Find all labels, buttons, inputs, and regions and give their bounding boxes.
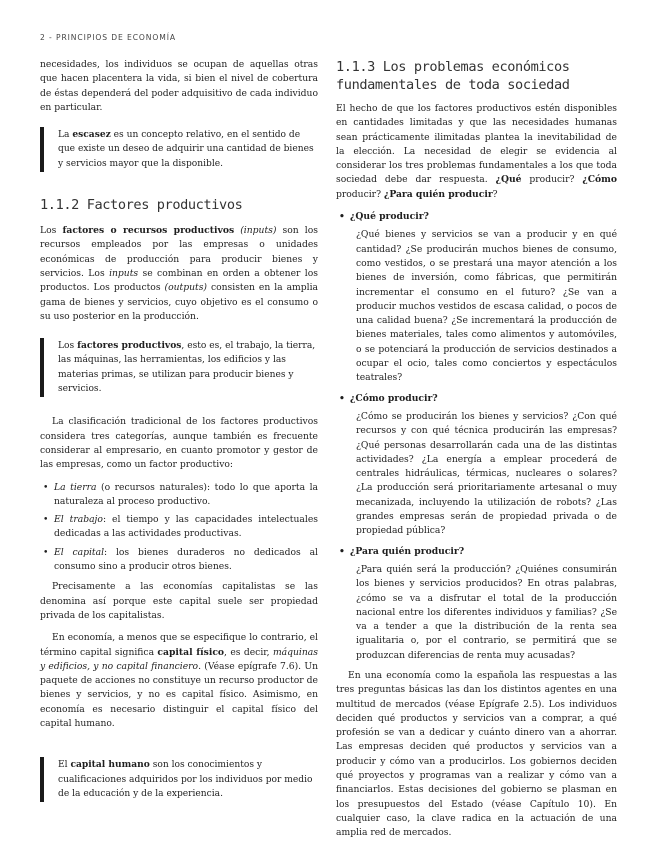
closing-paragraph: En una economía como la española las respuestas a las tres preguntas básicas las dan los distintos agentes en una multitud de mercados (véase Epígrafe 2.5). Los individuos deciden qué productos y servicios van a comprar, a qué profesión se van a dedicar y cuánto dinero van a ahorrar. Las empresas deciden qué productos y servicios van a producir y cómo van a producirlos. Los gobiernos deciden qué proyectos y programas van a realizar y cómo van a financiarlos. Estas decisiones del gobierno se plasman en los presupuestos del Estado (véase Capítulo 10). En cualquier caso, la clave radica en la actuación de una amplia red de mercados. (336, 669, 617, 839)
left-column (40, 58, 318, 820)
note-term: capital humano (70, 759, 150, 771)
question-heading-que: • ¿Qué producir? (336, 210, 617, 224)
note-escasez: La escasez es un concepto relativo, en el sentido de que existe un deseo de adquirir una cantidad de bienes y servicios mayor que la disponible. (40, 127, 318, 172)
note-term: factores productivos (77, 340, 182, 352)
running-head: 2 - PRINCIPIOS DE ECONOMÍA (40, 33, 176, 42)
factors-list (40, 481, 318, 575)
list-item: • El trabajo: el tiempo y las capacidades intelectuales dedicadas a las actividades productivas. (40, 513, 318, 542)
note-term: escasez (72, 129, 111, 141)
list-item: • El capital: los bienes duraderos no dedicados al consumo sino a producir otros bienes. (40, 546, 318, 575)
intro-paragraph: necesidades, los individuos se ocupan de aquellas otras que hacen placentera la vida, si bien el nivel de cobertura de éstas dependerá del poder adquisitivo de cada individuo en particular. (40, 59, 318, 113)
section-heading-1-1-3: 1.1.3 Los problemas económicos fundamentales de toda sociedad (336, 59, 570, 93)
capitalist-paragraph: Precisamente a las economías capitalistas se las denomina así porque este capital suele ser propiedad privada de los capitalistas. (40, 581, 318, 621)
question-text-como: ¿Cómo se producirán los bienes y servicios? ¿Con qué recursos y con qué técnica producirán las empresas? ¿Qué personas desarrollarán cada una de las distintas actividades? ¿La energía a emplear procederá de centrales hidráulicas, térmicas, nucleares o solares? ¿La producción será prioritariamente artesanal o muy mecanizada, incluyendo la utilización de robots? ¿Las grandes empresas serán de propiedad privada o de propiedad pública? (356, 410, 617, 537)
note-capital-humano: El capital humano son los conocimientos y cualificaciones adquiridos por los individuos por medio de la educación y de la experiencia. (40, 757, 318, 802)
factors-definition-paragraph: Los factores o recursos productivos (inputs) son los recursos empleados por las empresas o unidades económicas de producción para producir bienes y servicios. Los inputs se combinan en orden a obtener los productos. Los productos (outputs) consisten en la amplia gama de bienes y servicios, cuyo objetivo es el consumo o su uso posterior en la producción. (40, 225, 318, 322)
question-text-que: ¿Qué bienes y servicios se van a producir y en qué cantidad? ¿Se producirán muchos bienes de consumo, como vestidos, o se prestará una mayor atención a los bienes de inversión, como fábricas, que permitirán incrementar el consumo en el futuro? ¿Se van a producir muchos vestidos de escasa calidad, o pocos de una calidad buena? ¿Se incrementará la producción de bienes materiales, tales como alimentos y automóviles, o se potenciará la producción de servicios destinados a ocupar el ocio, tales como conciertos y espectáculos teatrales? (356, 229, 617, 384)
question-text-para-quien: ¿Para quién será la producción? ¿Quiénes consumirán los bienes y servicios producidos? En otras palabras, ¿cómo se va a disfrutar el total de la producción nacional entre los diferentes individuos y familias? ¿Se va a tender a que la distribución de la renta sea igualitaria o, por el contrario, se permitirá que se produzcan diferencias de renta muy acusadas? (356, 563, 617, 661)
question-heading-para-quien: • ¿Para quién producir? (336, 545, 617, 559)
capital-paragraph: En economía, a menos que se especifique lo contrario, el término capital significa capital físico, es decir, máquinas y edificios, y no capital financiero. (Véase epígrafe 7.6). Un paquete de acciones no constituye un recurso productor de bienes y servicios, y no es capital físico. Asimismo, en economía es necesario distinguir el capital físico del capital humano. (40, 632, 318, 729)
fundamental-problems-paragraph: El hecho de que los factores productivos estén disponibles en cantidades limitadas y que las necesidades humanas sean prácticamente ilimitadas plantea la inevitabilidad de la elección. La necesidad de elegir se evidencia al considerar los tres problemas fundamentales a los que toda sociedad debe dar respuesta. ¿Qué producir? ¿Cómo producir? ¿Para quién producir? (336, 103, 617, 200)
section-heading-1-1-2: 1.1.2 Factores productivos (40, 197, 243, 214)
classification-paragraph: La clasificación tradicional de los factores productivos considera tres categorías, aunque también es frecuente considerar al empresario, en cuanto promotor y gestor de las empresas, como un factor productivo: (40, 416, 318, 471)
note-factores-productivos: Los factores productivos, esto es, el trabajo, la tierra, las máquinas, las herramientas, los edificios y las materias primas, se utilizan para producir bienes y servicios. (40, 338, 318, 397)
right-column (336, 58, 617, 849)
list-item: • La tierra (o recursos naturales): todo lo que aporta la naturaleza al proceso productivo. (40, 481, 318, 510)
question-heading-como: • ¿Cómo producir? (336, 392, 617, 406)
